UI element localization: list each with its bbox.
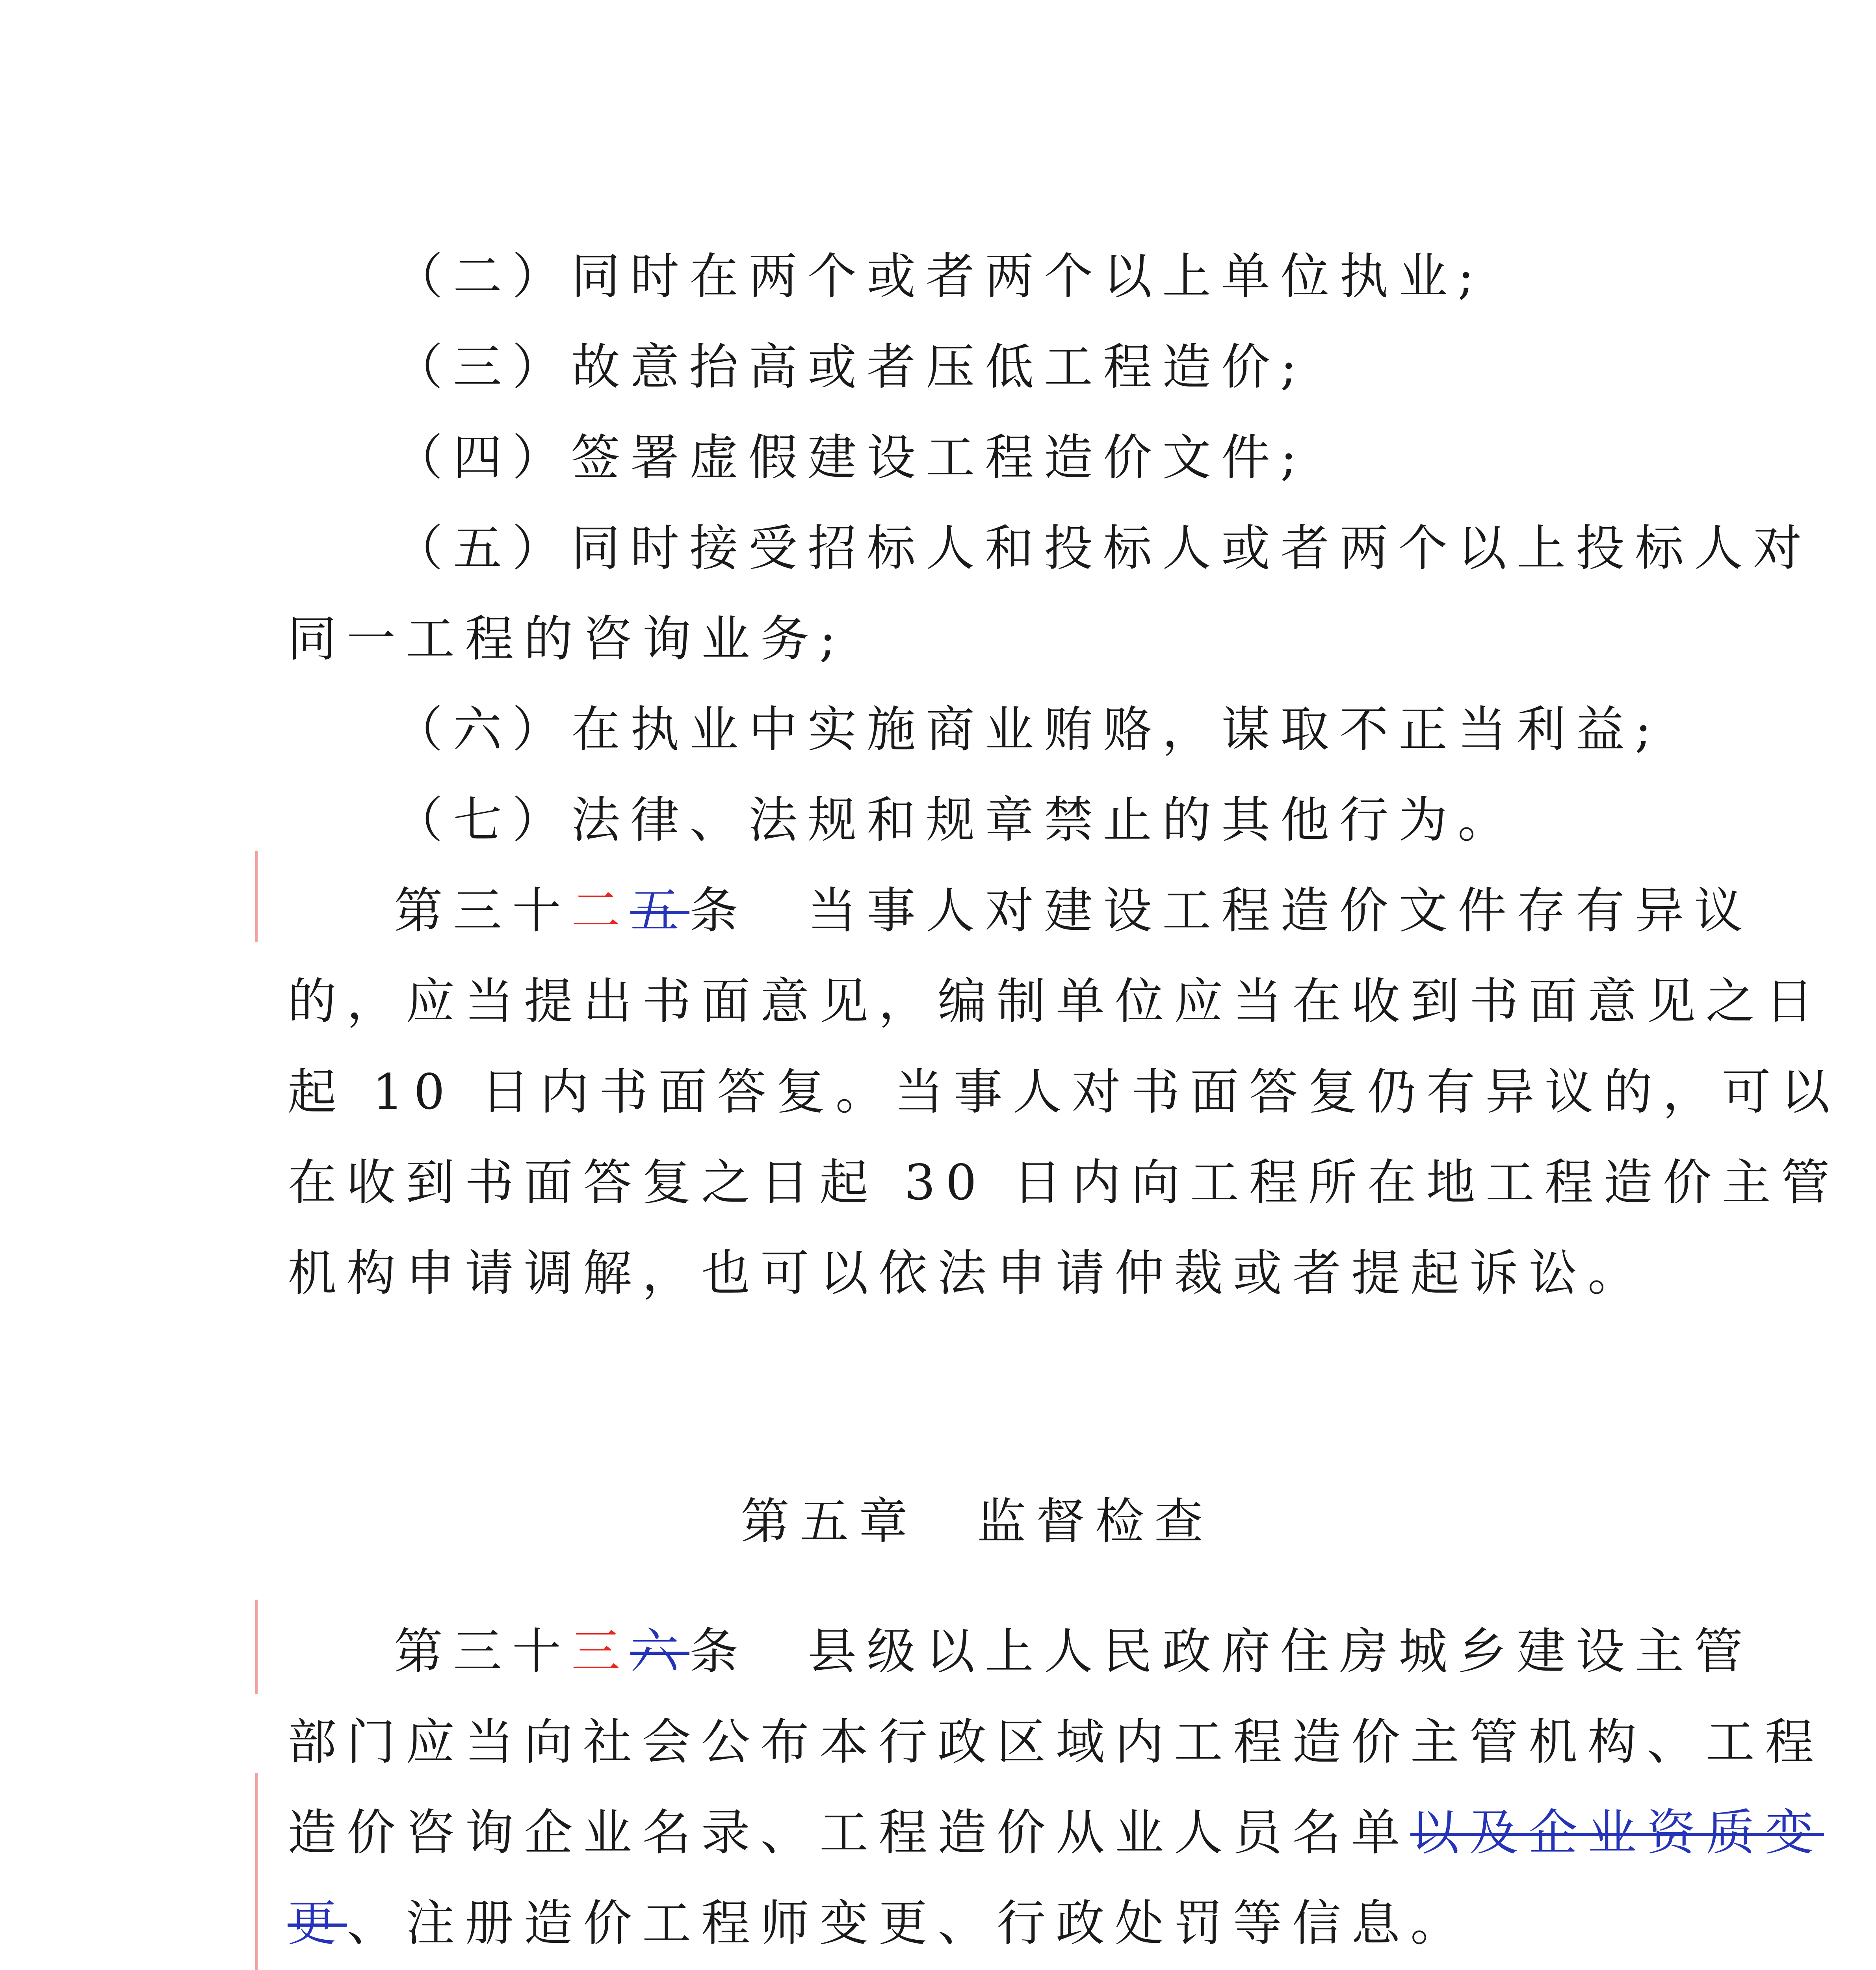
article-35-line-5: 机构申请调解，也可以依法申请仲裁或者提起诉讼。 — [288, 1245, 1647, 1302]
article-36-heading — [394, 1623, 1753, 1680]
article-text: 条 当事人对建设工程造价文件存有异议 — [689, 883, 1753, 939]
item-6: （六）在执业中实施商业贿赂，谋取不正当利益; — [394, 701, 1662, 758]
revision-margin-mark — [255, 851, 258, 942]
article-36-line-3 — [288, 1805, 1824, 1861]
kept-text: 、注册造价工程师变更、行政处罚等信息。 — [347, 1895, 1470, 1952]
item-4: （四）签署虚假建设工程造价文件; — [394, 429, 1307, 486]
chapter-title: 第五章 监督检查 — [741, 1493, 1214, 1550]
item-5: （五）同时接受招标人和投标人或者两个以上投标人对 — [394, 520, 1813, 577]
article-35-line-2: 的，应当提出书面意见，编制单位应当在收到书面意见之日 — [288, 973, 1824, 1030]
deleted-text: 更 — [288, 1895, 347, 1952]
article-36-line-4 — [288, 1895, 1470, 1952]
revision-margin-mark — [255, 1773, 258, 1970]
article-35-line-3: 起 10 日内书面答复。当事人对书面答复仍有异议的，可以 — [288, 1064, 1840, 1121]
kept-text: 造价咨询企业名录、工程造价从业人员名单 — [288, 1805, 1411, 1861]
item-5-cont: 同一工程的咨询业务; — [288, 611, 846, 667]
article-36-line-2: 部门应当向社会公布本行政区域内工程造价主管机构、工程 — [288, 1714, 1824, 1771]
revision-margin-mark — [255, 1600, 258, 1694]
article-35-line-4: 在收到书面答复之日起 30 日内向工程所在地工程造价主管 — [288, 1154, 1840, 1211]
article-prefix: 第三十 — [394, 883, 572, 939]
item-3: （三）故意抬高或者压低工程造价; — [394, 339, 1307, 396]
item-2: （二）同时在两个或者两个以上单位执业; — [394, 248, 1484, 305]
article-old-number: 五 — [630, 883, 690, 939]
article-35-heading — [394, 883, 1753, 939]
article-new-number: 三 — [571, 1623, 631, 1680]
deleted-text: 以及企业资质变 — [1410, 1805, 1824, 1861]
article-text: 条 县级以上人民政府住房城乡建设主管 — [689, 1623, 1753, 1680]
item-7: （七）法律、法规和规章禁止的其他行为。 — [394, 792, 1517, 849]
article-old-number: 六 — [630, 1623, 690, 1680]
article-new-number: 二 — [571, 883, 631, 939]
article-prefix: 第三十 — [394, 1623, 572, 1680]
